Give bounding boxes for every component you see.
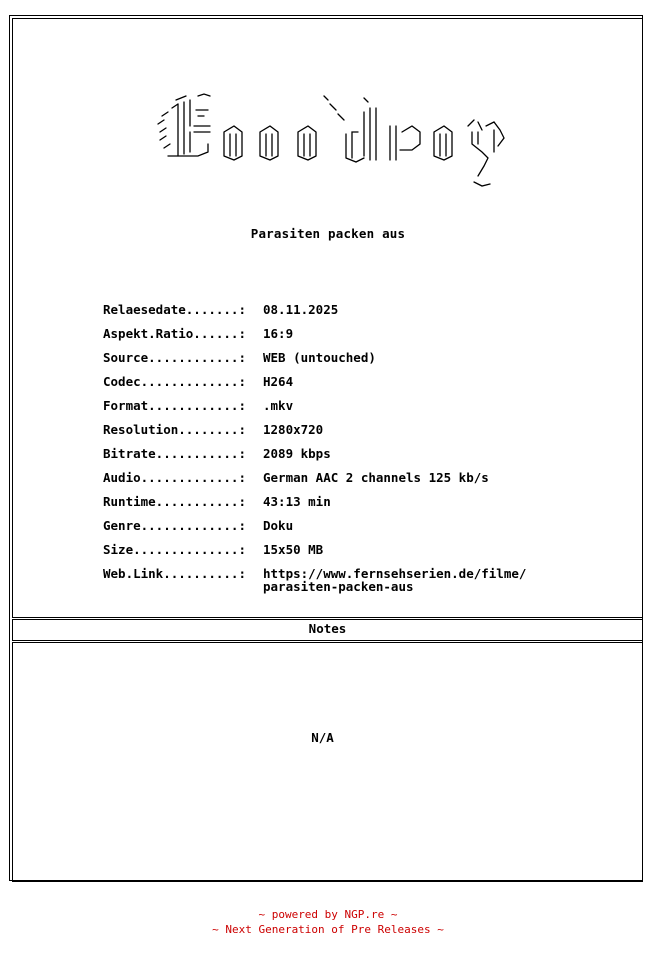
notes-content: N/A xyxy=(311,730,334,745)
ascii-art-logo xyxy=(0,86,656,196)
footer-tagline: ~ Next Generation of Pre Releases ~ xyxy=(212,923,444,936)
info-key: Size..............: xyxy=(103,542,246,557)
info-row-bitrate xyxy=(103,442,526,466)
release-title: Parasiten packen aus xyxy=(250,226,406,241)
info-key: Genre.............: xyxy=(103,518,246,533)
info-key: Relaesedate.......: xyxy=(103,302,246,317)
info-value: German AAC 2 channels 125 kb/s xyxy=(263,470,489,485)
info-key: Bitrate...........: xyxy=(103,446,246,461)
footer-powered-by: ~ powered by NGP.re ~ xyxy=(258,908,398,921)
info-row-genre xyxy=(103,514,526,538)
web-link[interactable]: https://www.fernsehserien.de/filme/ parasiten-packen-aus xyxy=(263,566,527,594)
info-row-codec xyxy=(103,370,526,394)
info-value: 08.11.2025 xyxy=(263,302,339,317)
info-value: 1280x720 xyxy=(263,422,324,437)
info-value: H264 xyxy=(263,374,294,389)
info-row-source xyxy=(103,346,526,370)
info-key: Resolution........: xyxy=(103,422,246,437)
info-key: Web.Link..........: xyxy=(103,566,246,581)
info-key: Runtime...........: xyxy=(103,494,246,509)
info-value: 2089 kbps xyxy=(263,446,331,461)
release-info-list xyxy=(103,298,526,593)
info-row-aspect-ratio xyxy=(103,322,526,346)
info-row-format xyxy=(103,394,526,418)
goodboy-logo-icon xyxy=(138,86,518,196)
info-value: 16:9 xyxy=(263,326,294,341)
info-key: Source............: xyxy=(103,350,246,365)
info-row-size xyxy=(103,538,526,562)
info-value: Doku xyxy=(263,518,294,533)
info-key: Audio.............: xyxy=(103,470,246,485)
info-value: .mkv xyxy=(263,398,294,413)
info-key: Codec.............: xyxy=(103,374,246,389)
info-row-runtime xyxy=(103,490,526,514)
info-row-releasedate xyxy=(103,298,526,322)
info-value: 43:13 min xyxy=(263,494,331,509)
info-value: WEB (untouched) xyxy=(263,350,376,365)
info-value: 15x50 MB xyxy=(263,542,324,557)
info-row-audio xyxy=(103,466,526,490)
notes-body-panel xyxy=(12,642,643,882)
notes-heading: Notes xyxy=(308,621,347,636)
info-key: Aspekt.Ratio......: xyxy=(103,326,246,341)
info-row-resolution xyxy=(103,418,526,442)
info-key: Format............: xyxy=(103,398,246,413)
info-row-weblink xyxy=(103,562,526,593)
